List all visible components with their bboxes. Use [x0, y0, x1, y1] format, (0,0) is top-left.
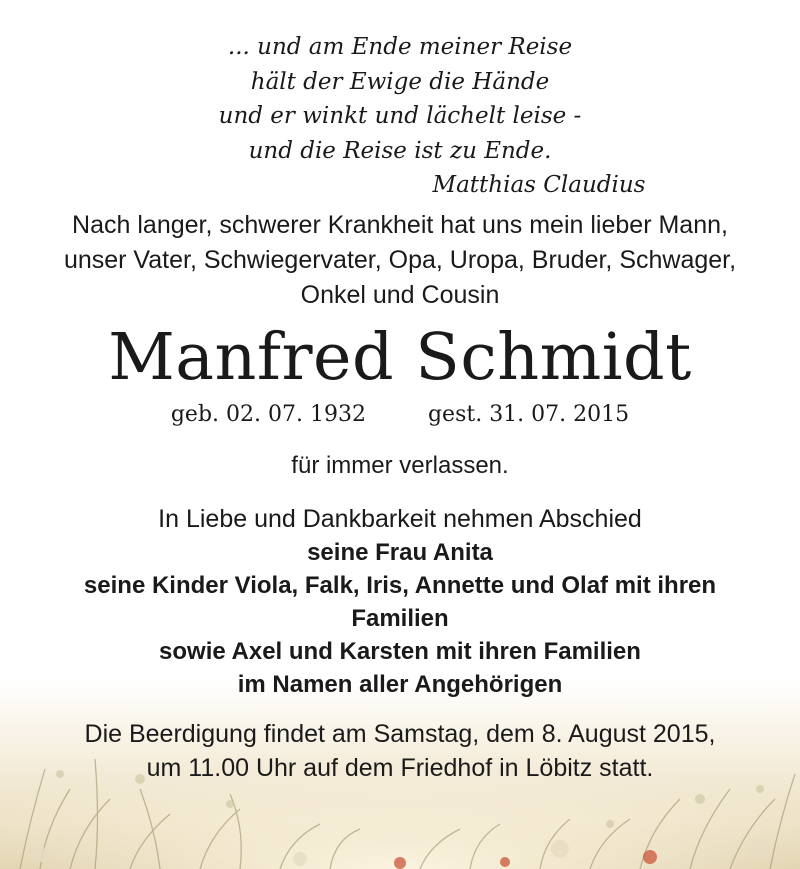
farewell-lead: In Liebe und Dankbarkeit nehmen Abschied [158, 505, 642, 533]
poem-line: und die Reise ist zu Ende. [248, 137, 552, 164]
left-us-text: für immer verlassen. [291, 452, 509, 479]
intro-line: Onkel und Cousin [300, 281, 500, 309]
mourner-line: seine Kinder Viola, Falk, Iris, Annette und Olaf mit ihren [83, 572, 717, 599]
poem-quote [0, 30, 800, 203]
farewell-block [0, 503, 800, 701]
death-date: gest. 31. 07. 2015 [427, 402, 630, 427]
deceased-name: Manfred Schmidt [108, 320, 692, 395]
poem-line: ... und am Ende meiner Reise [227, 34, 573, 60]
mourner-line: sowie Axel und Karsten mit ihren Familien [159, 638, 641, 665]
birth-date: geb. 02. 07. 1932 [170, 402, 366, 427]
poem-author: Matthias Claudius [432, 172, 646, 198]
funeral-info [0, 717, 800, 785]
mourner-line: seine Frau Anita [307, 539, 493, 566]
intro-line: Nach langer, schwerer Krankheit hat uns mein lieber Mann, [72, 211, 728, 239]
poem-line: und er winkt und lächelt leise - [218, 103, 582, 129]
mourner-line: Familien [351, 605, 449, 632]
funeral-line: Die Beerdigung findet am Samstag, dem 8. August 2015, [84, 720, 716, 748]
poem-line: hält der Ewige die Hände [250, 68, 550, 95]
mourner-line: im Namen aller Angehörigen [237, 671, 563, 698]
life-dates [0, 398, 800, 432]
announcement-intro [0, 208, 800, 313]
funeral-line: um 11.00 Uhr auf dem Friedhof in Löbitz statt. [146, 754, 654, 782]
intro-line: unser Vater, Schwiegervater, Opa, Uropa, Bruder, Schwager, [63, 246, 737, 274]
